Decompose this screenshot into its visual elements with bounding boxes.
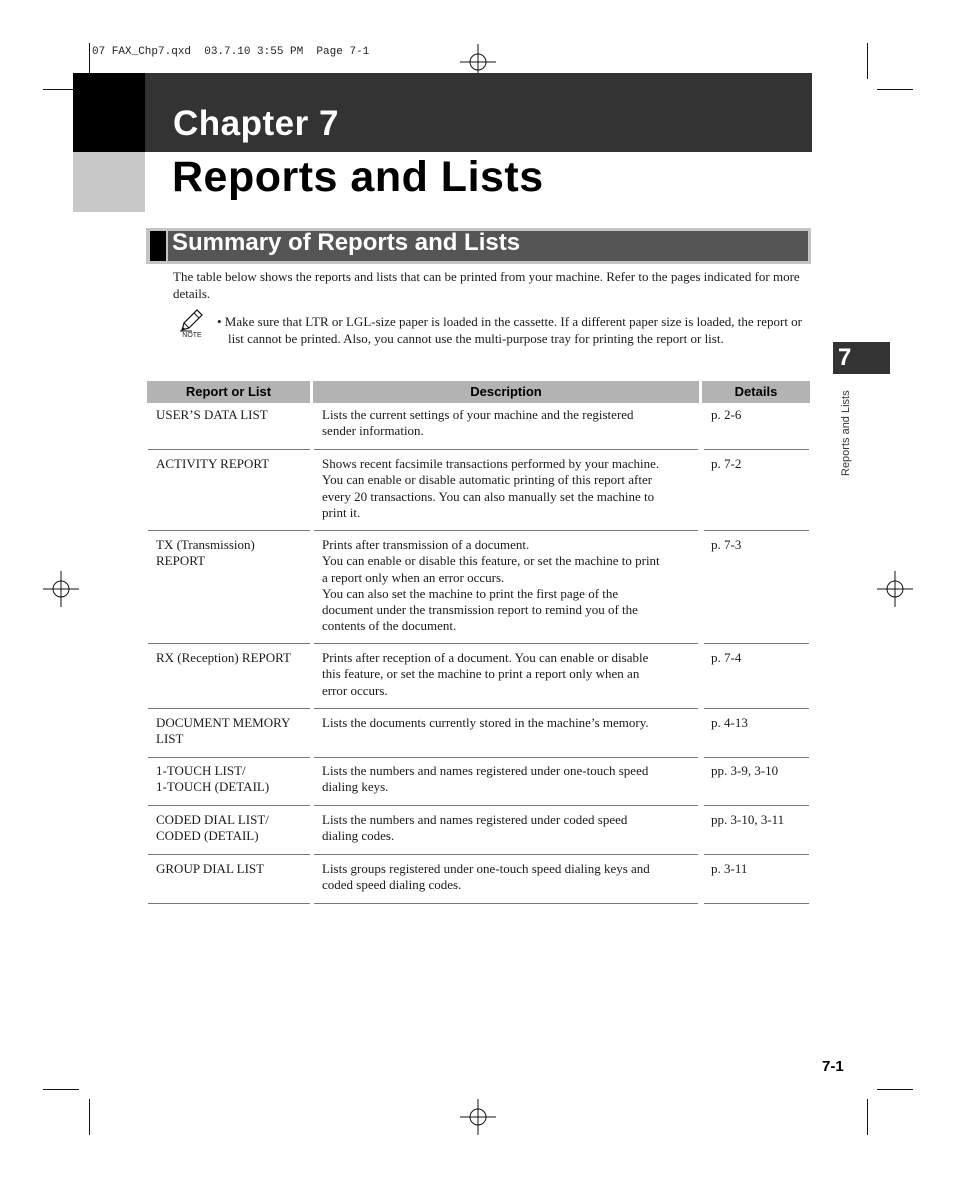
- table-row-name: 1-TOUCH LIST/ 1-TOUCH (DETAIL): [156, 763, 270, 795]
- chapter-title: Reports and Lists: [172, 153, 544, 201]
- table-row-details: p. 7-3: [711, 537, 742, 552]
- chapter-tab-number: 7: [838, 344, 852, 371]
- table-row-details: p. 7-4: [711, 650, 742, 665]
- chapter-tab-label-wrap: [828, 380, 852, 480]
- chapter-label: Chapter 7: [173, 104, 339, 143]
- table-header-description: Description: [313, 381, 699, 403]
- table-row-description: Lists the documents currently stored in the machine’s memory.: [322, 715, 649, 730]
- table-row-name: GROUP DIAL LIST: [156, 861, 265, 876]
- table-header-details: Details: [702, 381, 810, 403]
- table-row-name: CODED DIAL LIST/ CODED (DETAIL): [156, 812, 269, 844]
- table-row-description: Shows recent facsimile transactions performed by your machine. You can enable or disable automatic printing of this report after every 20 transactions. You can also manually set the machine to print it.: [322, 456, 660, 520]
- note-label: NOTE: [182, 332, 202, 339]
- section-title: Summary of Reports and Lists: [172, 229, 521, 256]
- table-row-details: p. 7-2: [711, 456, 742, 471]
- table-row-description: Prints after reception of a document. You can enable or disable this feature, or set the machine to print a report only when an error occurs.: [322, 650, 649, 698]
- registration-mark-icon: [43, 571, 79, 607]
- section-heading-marker: [150, 231, 166, 261]
- table-row-details: p. 3-11: [711, 861, 748, 876]
- table-row-name: RX (Reception) REPORT: [156, 650, 291, 665]
- registration-mark-icon: [877, 571, 913, 607]
- table-row-name: DOCUMENT MEMORY LIST: [156, 715, 291, 747]
- chapter-header-accent: [73, 152, 145, 212]
- table-row-details: pp. 3-9, 3-10: [711, 763, 779, 778]
- table-row-description: Prints after transmission of a document. You can enable or disable this feature, or set the machine to print a report only when an error occurs. You can also set the machine to print the first page of the document under the transmission report to remind you of the contents of the document.: [322, 537, 660, 634]
- note-block: [178, 308, 206, 348]
- table-row-name: USER’S DATA LIST: [156, 407, 268, 422]
- table-row-name: TX (Transmission) REPORT: [156, 537, 255, 569]
- table-row-details: p. 4-13: [711, 715, 748, 730]
- table-row-details: p. 2-6: [711, 407, 742, 422]
- table-row-description: Lists the current settings of your machine and the registered sender information.: [322, 407, 634, 439]
- table-row-details: pp. 3-10, 3-11: [711, 812, 785, 827]
- note-text: • Make sure that LTR or LGL-size paper is loaded in the cassette. If a different paper size is loaded, the report or list cannot be printed. Also, you cannot use the multi-purpose tray for printing the report or list.: [217, 314, 803, 346]
- table-row-description: Lists groups registered under one-touch speed dialing keys and coded speed dialing codes.: [322, 861, 650, 893]
- chapter-header-block: [73, 73, 145, 152]
- file-slug: 07 FAX_Chp7.qxd 03.7.10 3:55 PM Page 7-1: [92, 46, 370, 58]
- registration-mark-icon: [460, 1099, 496, 1135]
- table-header-report: Report or List: [147, 381, 310, 403]
- page-number: 7-1: [822, 1058, 844, 1075]
- table-row-description: Lists the numbers and names registered under coded speed dialing codes.: [322, 812, 628, 844]
- pencil-note-icon: [178, 308, 206, 332]
- intro-paragraph: The table below shows the reports and lists that can be printed from your machine. Refer to the pages indicated for more details.: [173, 269, 800, 301]
- chapter-tab-label: Reports and Lists: [840, 390, 852, 476]
- table-row-description: Lists the numbers and names registered under one-touch speed dialing keys.: [322, 763, 649, 795]
- table-row-name: ACTIVITY REPORT: [156, 456, 270, 471]
